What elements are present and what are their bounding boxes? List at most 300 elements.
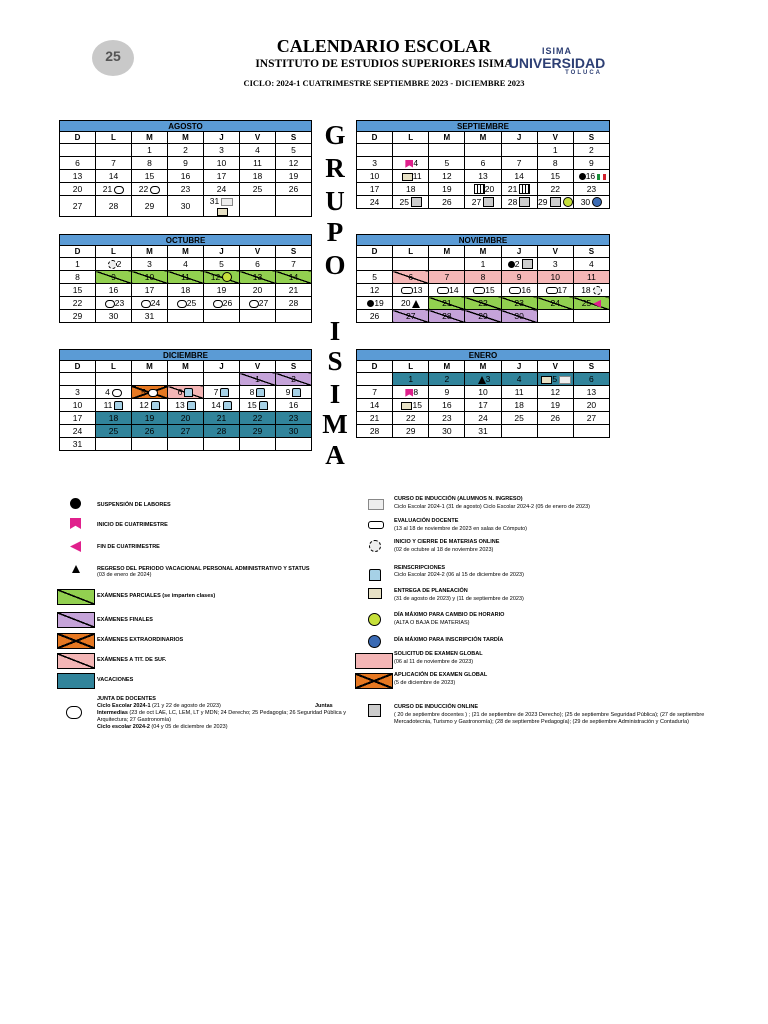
- dot-icon: [508, 261, 515, 268]
- weekday-header: V: [240, 132, 276, 144]
- day-number: 24: [216, 184, 227, 194]
- evaluation-pill-icon: [368, 521, 384, 529]
- institute-name: INSTITUTO DE ESTUDIOS SUPERIORES ISIMA: [255, 58, 513, 70]
- day-cell: [240, 386, 276, 399]
- day-number: 9: [589, 158, 594, 168]
- day-cell: [96, 144, 132, 157]
- day-number: 15: [412, 400, 422, 410]
- bell-icon: [412, 300, 420, 308]
- vertical-letter: I: [329, 379, 341, 409]
- day-cell: [96, 271, 132, 284]
- day-number: 16: [585, 171, 596, 181]
- day-cell: [393, 284, 429, 297]
- day-number: 30: [442, 426, 452, 436]
- day-number: 14: [211, 399, 221, 410]
- day-number: 15: [247, 399, 257, 410]
- day-cell: [60, 144, 96, 157]
- day-cell: [393, 412, 429, 425]
- day-number: 25: [186, 298, 197, 308]
- day-cell: [132, 386, 168, 399]
- juntas-l1a: Ciclo Escolar 2024-1: [97, 703, 151, 709]
- weekday-header: M: [429, 246, 465, 258]
- weekday-header: S: [276, 246, 312, 258]
- day-cell: [429, 196, 465, 209]
- day-number: 28: [369, 426, 380, 436]
- day-cell: [132, 170, 168, 183]
- day-number: 9: [285, 386, 291, 397]
- day-cell: [501, 386, 537, 399]
- day-cell: [393, 386, 429, 399]
- weekday-header: J: [204, 361, 240, 373]
- swatch-extraordinarios: [57, 633, 95, 649]
- house-icon: [292, 388, 301, 397]
- day-cell: [357, 425, 393, 438]
- juntas-line-2: [97, 710, 347, 724]
- logo-line-2: UNIVERSIDAD: [508, 55, 606, 71]
- day-cell: [393, 196, 429, 209]
- day-cell: [204, 412, 240, 425]
- day-cell: [204, 271, 240, 284]
- day-cell: [96, 425, 132, 438]
- day-cell: [132, 258, 168, 271]
- day-cell: [429, 258, 465, 271]
- juntas-l1c: Juntas: [315, 703, 333, 709]
- day-number: 28: [108, 201, 119, 211]
- day-number: 29: [252, 426, 263, 436]
- day-cell: [276, 297, 312, 310]
- day-cell: [573, 157, 609, 170]
- day-cell: [204, 310, 240, 323]
- day-cell: [204, 297, 240, 310]
- month-octubre: [59, 234, 312, 323]
- legend-titulo: EXÁMENES A TIT. DE SUF.: [97, 657, 167, 663]
- day-number: 13: [478, 171, 488, 181]
- day-number: 7: [444, 272, 450, 282]
- day-number: 2: [116, 258, 122, 269]
- day-number: 18: [581, 284, 591, 295]
- weekday-header: L: [96, 361, 132, 373]
- day-number: 29: [478, 311, 488, 321]
- day-cell: [96, 183, 132, 196]
- day-number: 4: [255, 145, 260, 155]
- day-cell: [573, 399, 609, 412]
- chev-icon: [593, 300, 601, 308]
- day-number: 29: [405, 426, 416, 436]
- day-number: 24: [72, 426, 83, 436]
- day-cell: [357, 399, 393, 412]
- day-cell: [132, 196, 168, 217]
- day-number: 23: [442, 413, 452, 423]
- day-cell: [357, 258, 393, 271]
- day-number: 22: [405, 413, 416, 423]
- day-cell: [357, 196, 393, 209]
- weekday-header: J: [204, 132, 240, 144]
- day-number: 22: [72, 298, 83, 308]
- day-number: 28: [442, 311, 452, 321]
- day-cell: [240, 157, 276, 170]
- day-number: 7: [213, 386, 219, 397]
- day-number: 11: [587, 272, 596, 282]
- day-cell: [60, 271, 96, 284]
- day-cell: [429, 297, 465, 310]
- day-number: 12: [442, 171, 452, 181]
- day-cell: [240, 183, 276, 196]
- day-cell: [429, 399, 465, 412]
- day-cell: [573, 412, 609, 425]
- day-cell: [429, 170, 465, 183]
- day-cell: [168, 157, 204, 170]
- day-number: 30: [514, 311, 524, 321]
- dot-icon: [579, 173, 586, 180]
- day-cell: [501, 373, 537, 386]
- day-number: 28: [216, 426, 227, 436]
- day-cell: [96, 258, 132, 271]
- day-number: 2: [183, 145, 188, 155]
- day-number: 30: [580, 196, 591, 207]
- pill-icon: [473, 287, 485, 294]
- day-cell: [60, 258, 96, 271]
- day-number: 5: [444, 158, 450, 168]
- day-number: 10: [144, 272, 155, 282]
- day-number: 26: [144, 426, 155, 436]
- smile-icon: [563, 197, 573, 207]
- weekday-header: L: [393, 132, 429, 144]
- day-number: 21: [507, 183, 518, 194]
- day-cell: [501, 271, 537, 284]
- day-number: 28: [288, 298, 299, 308]
- juntas-l2a: Intermedias: [97, 710, 128, 716]
- day-cell: [429, 271, 465, 284]
- day-cell: [465, 258, 501, 271]
- day-cell: [393, 170, 429, 183]
- weekday-header: M: [429, 132, 465, 144]
- day-cell: [132, 144, 168, 157]
- day-number: 27: [471, 196, 482, 207]
- day-number: 10: [478, 387, 488, 397]
- weekday-header: M: [132, 132, 168, 144]
- day-cell: [60, 438, 96, 451]
- day-number: 8: [249, 386, 255, 397]
- cloud-icon: [148, 389, 158, 397]
- day-number: 25: [581, 298, 592, 308]
- legend-finales: EXÁMENES FINALES: [97, 617, 153, 623]
- house-icon: [369, 569, 381, 581]
- day-cell: [465, 157, 501, 170]
- day-cell: [204, 183, 240, 196]
- pc-icon: [522, 259, 533, 269]
- weekday-header: J: [204, 246, 240, 258]
- day-cell: [429, 183, 465, 196]
- day-cell: [60, 425, 96, 438]
- day-cell: [537, 425, 573, 438]
- day-number: 9: [444, 387, 450, 397]
- day-number: 6: [480, 158, 486, 168]
- day-cell: [501, 425, 537, 438]
- day-number: 26: [369, 311, 380, 321]
- day-cell: [60, 284, 96, 297]
- day-cell: [357, 310, 393, 323]
- legend-juntas-title: JUNTA DE DOCENTES: [97, 696, 156, 702]
- weekday-header: S: [573, 132, 609, 144]
- day-cell: [501, 196, 537, 209]
- day-number: 19: [442, 184, 452, 194]
- day-cell: [573, 196, 609, 209]
- day-cell: [276, 271, 312, 284]
- day-number: 18: [180, 285, 191, 295]
- day-cell: [357, 297, 393, 310]
- day-cell: [60, 183, 96, 196]
- day-cell: [393, 144, 429, 157]
- day-number: 19: [216, 285, 227, 295]
- day-cell: [132, 438, 168, 451]
- weekday-header: V: [537, 132, 573, 144]
- day-number: 10: [369, 171, 380, 181]
- day-number: 11: [412, 171, 422, 181]
- day-cell: [168, 412, 204, 425]
- day-cell: [357, 170, 393, 183]
- day-number: 10: [550, 272, 560, 282]
- day-number: 2: [444, 374, 450, 384]
- day-cell: [240, 310, 276, 323]
- bell-icon: [72, 565, 80, 573]
- day-cell: [204, 157, 240, 170]
- day-number: 8: [480, 272, 486, 282]
- legend-horario: DÍA MÁXIMO PARA CAMBIO DE HORARIO: [394, 612, 505, 618]
- chevron-left-icon: [70, 541, 81, 552]
- weekday-header: D: [60, 361, 96, 373]
- day-cell: [132, 297, 168, 310]
- day-number: 8: [147, 158, 152, 168]
- cycle-info: CICLO: 2024-1 CUATRIMESTRE SEPTIEMBRE 2023 - DICIEMBRE 2023: [243, 78, 525, 88]
- day-number: 16: [180, 171, 191, 181]
- day-cell: [357, 284, 393, 297]
- weekday-header: L: [96, 246, 132, 258]
- legend-induccion: CURSO DE INDUCCIÓN (ALUMNOS N. INGRESO): [394, 496, 523, 502]
- day-number: 24: [369, 197, 380, 207]
- month-enero: [356, 349, 610, 438]
- day-cell: [501, 399, 537, 412]
- day-cell: [573, 310, 609, 323]
- day-number: 4: [589, 259, 594, 269]
- weekday-header: D: [60, 132, 96, 144]
- scroll-icon: [402, 173, 413, 181]
- day-cell: [465, 386, 501, 399]
- day-cell: [357, 144, 393, 157]
- day-cell: [276, 183, 312, 196]
- day-cell: [204, 373, 240, 386]
- universidad-logo: [508, 46, 606, 76]
- day-number: 17: [144, 285, 155, 295]
- day-cell: [465, 196, 501, 209]
- bkm-icon: [405, 389, 413, 397]
- day-cell: [501, 297, 537, 310]
- weekday-header: M: [168, 246, 204, 258]
- month-septiembre: [356, 120, 610, 209]
- day-cell: [60, 297, 96, 310]
- weekday-header: M: [168, 132, 204, 144]
- day-cell: [573, 386, 609, 399]
- house-icon: [151, 401, 160, 410]
- day-number: 26: [288, 184, 299, 194]
- day-number: 5: [372, 272, 377, 282]
- weekday-header: J: [501, 246, 537, 258]
- scroll-icon: [541, 376, 552, 384]
- day-cell: [168, 170, 204, 183]
- day-number: 3: [552, 259, 558, 269]
- pill-icon: [546, 287, 558, 294]
- day-cell: [573, 425, 609, 438]
- day-cell: [132, 399, 168, 412]
- day-cell: [537, 144, 573, 157]
- pc-icon: [519, 197, 530, 207]
- bldg-icon: [519, 184, 530, 194]
- day-cell: [168, 297, 204, 310]
- house-icon: [223, 401, 232, 410]
- day-cell: [96, 310, 132, 323]
- day-number: 14: [108, 171, 119, 181]
- juntas-line-3: [97, 724, 347, 731]
- weekday-header: D: [60, 246, 96, 258]
- day-cell: [168, 386, 204, 399]
- juntas-l1b: (21 y 22 de agosto de 2023): [150, 703, 221, 709]
- day-number: 1: [75, 259, 80, 269]
- day-cell: [276, 386, 312, 399]
- day-cell: [537, 271, 573, 284]
- day-number: 25: [252, 184, 263, 194]
- day-cell: [573, 144, 609, 157]
- day-cell: [501, 310, 537, 323]
- day-number: 18: [252, 171, 263, 181]
- day-cell: [537, 170, 573, 183]
- day-cell: [96, 170, 132, 183]
- day-number: 6: [255, 259, 260, 269]
- legend-evaluacion-sub: (13 al 18 de noviembre de 2023 en salas de Cómputo): [394, 526, 528, 532]
- day-cell: [465, 284, 501, 297]
- day-cell: [573, 170, 609, 183]
- legend-parciales: EXÁMENES PARCIALES (se imparten clases): [97, 593, 216, 599]
- house-icon: [187, 401, 196, 410]
- month-agosto: [59, 120, 312, 217]
- day-cell: [465, 310, 501, 323]
- day-cell: [240, 284, 276, 297]
- day-cell: [204, 438, 240, 451]
- day-cell: [573, 297, 609, 310]
- month-title: NOVIEMBRE: [357, 235, 610, 246]
- day-number: 11: [253, 158, 262, 168]
- day-number: 14: [369, 400, 380, 410]
- day-cell: [96, 373, 132, 386]
- weekday-header: V: [537, 246, 573, 258]
- day-cell: [168, 425, 204, 438]
- weekday-header: M: [429, 361, 465, 373]
- day-number: 6: [75, 158, 80, 168]
- month-diciembre: [59, 349, 312, 451]
- day-cell: [204, 196, 240, 217]
- day-cell: [204, 258, 240, 271]
- day-number: 20: [400, 298, 411, 308]
- month-title: AGOSTO: [60, 121, 312, 132]
- vertical-letter: P: [326, 217, 344, 247]
- swatch-titulo: [57, 653, 95, 669]
- house-icon: [259, 401, 268, 410]
- legend-aplicacion-global: APLICACIÓN DE EXAMEN GLOBAL: [394, 672, 488, 678]
- day-number: 12: [369, 285, 380, 295]
- cloud-icon: [66, 706, 82, 719]
- day-number: 20: [72, 184, 83, 194]
- day-cell: [429, 144, 465, 157]
- day-cell: [276, 412, 312, 425]
- month-noviembre: [356, 234, 610, 323]
- day-number: 26: [222, 298, 233, 308]
- legend-online-sub: ( 20 de septiembre docentes ) ; (21 de septiembre de 2023 Derecho); (25 de septiembre Seguridad Pública); (27 de septiembre Mercadotecnia, Turismo y Gastronomía); (28 de septiembre Pedagogía); (29 de septiembre Administración y Contaduría): [394, 712, 705, 725]
- day-number: 26: [442, 197, 452, 207]
- day-number: 1: [255, 374, 260, 384]
- weekday-header: D: [357, 246, 393, 258]
- weekday-header: M: [132, 246, 168, 258]
- day-cell: [60, 196, 96, 217]
- gear-icon: [593, 286, 602, 295]
- day-cell: [573, 258, 609, 271]
- juntas-l3b: (04 y 05 de diciembre de 2023): [149, 724, 228, 730]
- day-cell: [393, 157, 429, 170]
- day-number: 28: [507, 196, 518, 207]
- day-cell: [537, 258, 573, 271]
- day-number: 27: [586, 413, 597, 423]
- globe-icon: [592, 197, 602, 207]
- day-number: 22: [478, 298, 488, 308]
- day-cell: [429, 425, 465, 438]
- day-number: 13: [252, 272, 263, 282]
- weekday-header: M: [132, 361, 168, 373]
- day-cell: [465, 412, 501, 425]
- day-number: 10: [72, 400, 83, 410]
- house-icon: [114, 401, 123, 410]
- weekday-header: J: [501, 132, 537, 144]
- pencil-icon: [368, 499, 384, 510]
- day-number: 31: [144, 311, 155, 321]
- day-number: 23: [514, 298, 524, 308]
- day-number: 20: [180, 413, 191, 423]
- day-number: 4: [413, 158, 419, 168]
- legend-planeacion-sub: (31 de agosto de 2023) y (11 de septiembre de 2023): [394, 596, 524, 602]
- day-cell: [357, 183, 393, 196]
- day-number: 12: [288, 158, 299, 168]
- day-number: 19: [288, 171, 299, 181]
- day-cell: [465, 425, 501, 438]
- gear-icon: [369, 540, 381, 552]
- day-number: 3: [219, 145, 224, 155]
- day-number: 21: [288, 285, 299, 295]
- day-cell: [393, 297, 429, 310]
- day-number: 1: [480, 259, 486, 269]
- day-cell: [168, 284, 204, 297]
- suspension-icon: [70, 498, 81, 509]
- day-number: 30: [288, 426, 299, 436]
- month-title: ENERO: [357, 350, 610, 361]
- day-number: 15: [144, 171, 155, 181]
- legend-horario-sub: (ALTA O BAJA DE MATERIAS): [394, 620, 470, 626]
- day-cell: [465, 271, 501, 284]
- day-number: 17: [369, 184, 380, 194]
- legend-reinscripciones-sub: Ciclo Escolar 2024-2 (06 al 15 de diciembre de 2023): [394, 572, 524, 578]
- weekday-header: M: [465, 132, 501, 144]
- day-number: 23: [288, 413, 299, 423]
- day-number: 4: [516, 374, 522, 384]
- day-number: 3: [485, 374, 491, 384]
- day-number: 18: [108, 413, 119, 423]
- isima-25-anniversary-logo: 25: [92, 40, 134, 76]
- house-icon: [220, 388, 229, 397]
